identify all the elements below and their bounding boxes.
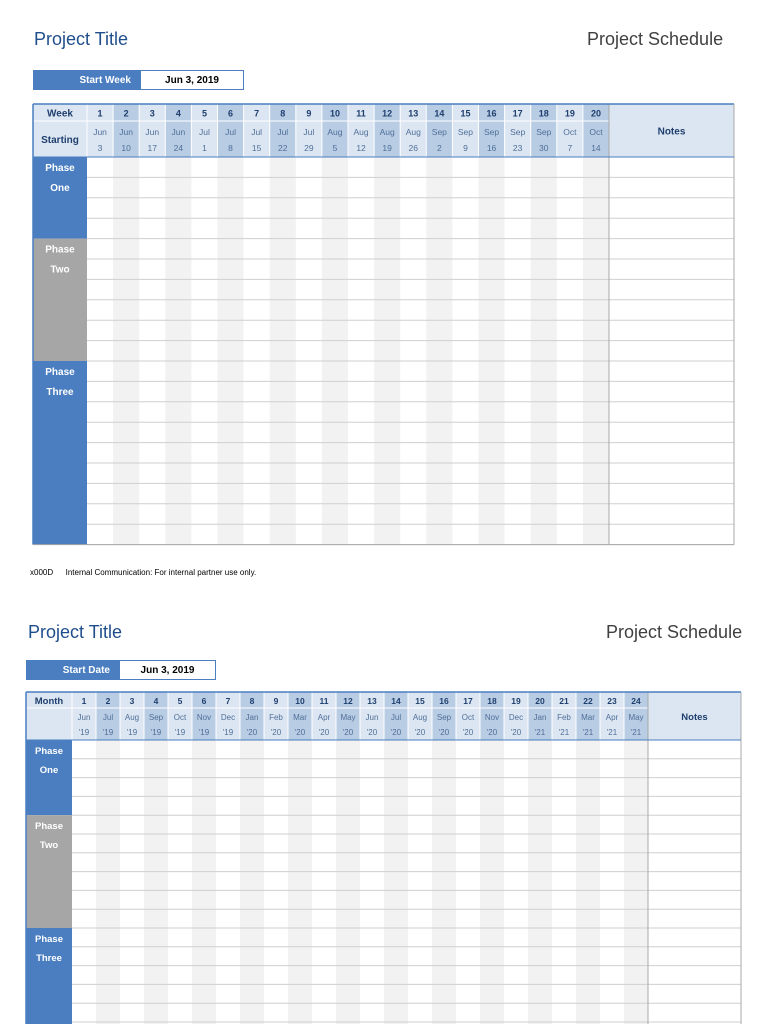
monthly-period-number: 12 <box>343 696 353 706</box>
weekly-period-month: Jun <box>93 127 107 137</box>
monthly-period-day: '20 <box>462 728 474 737</box>
weekly-period-month: Jul <box>251 127 263 137</box>
monthly-period-number: 15 <box>415 696 425 706</box>
weekly-period-number: 6 <box>228 108 234 119</box>
monthly-period-month: Oct <box>173 713 187 722</box>
monthly-period-day: '19 <box>102 728 114 737</box>
monthly-period-number: 2 <box>105 696 111 706</box>
monthly-period-day: '20 <box>414 728 426 737</box>
weekly-period-number: 1 <box>97 108 103 119</box>
weekly-phase-label: Phase <box>45 163 75 174</box>
start-week-label: Start Week <box>34 71 141 89</box>
monthly-period-month: Mar <box>293 713 307 722</box>
monthly-period-month: Dec <box>508 713 524 722</box>
monthly-period-day: '21 <box>606 728 618 737</box>
weekly-period-day: 5 <box>332 143 338 153</box>
monthly-column-stripe <box>384 740 408 1024</box>
monthly-period-number: 24 <box>631 696 641 706</box>
monthly-period-number: 17 <box>463 696 473 706</box>
weekly-period-month: Jun <box>145 127 160 137</box>
monthly-period-month: Jul <box>390 713 402 722</box>
project-title[interactable]: Project Title <box>34 29 129 49</box>
monthly-period-number: 13 <box>367 696 377 706</box>
monthly-period-number: 1 <box>81 696 87 706</box>
monthly-period-day: '21 <box>630 728 642 737</box>
monthly-period-day: '19 <box>150 728 162 737</box>
monthly-period-day: '19 <box>174 728 186 737</box>
monthly-period-month: Jul <box>102 713 114 722</box>
monthly-period-month: Feb <box>557 713 571 722</box>
weekly-phase-label: Phase <box>45 244 75 256</box>
weekly-period-month: Aug <box>405 127 421 137</box>
weekly-period-month: Aug <box>327 127 343 137</box>
monthly-period-month: Sep <box>148 713 164 722</box>
monthly-period-day: '20 <box>318 728 330 737</box>
monthly-period-month: Jun <box>365 713 379 722</box>
project-title-2[interactable]: Project Title <box>28 622 123 642</box>
weekly-period-day: 8 <box>228 143 233 153</box>
monthly-period-day: '20 <box>510 728 522 737</box>
monthly-column-stripe <box>96 740 120 1024</box>
weekly-period-number: 5 <box>201 108 207 119</box>
monthly-phase-label: One <box>39 765 59 776</box>
monthly-period-day: '19 <box>198 728 210 737</box>
monthly-period-month: Jan <box>245 713 259 722</box>
weekly-period-number: 20 <box>590 108 601 119</box>
weekly-period-day: 3 <box>97 143 103 153</box>
weekly-period-day: 12 <box>356 143 366 153</box>
monthly-period-month: Dec <box>220 713 236 722</box>
monthly-period-month: Jan <box>533 713 547 722</box>
monthly-column-stripe <box>528 740 552 1024</box>
monthly-period-number: 20 <box>535 696 545 706</box>
weekly-phase-label: Phase <box>45 367 75 378</box>
weekly-period-month: Oct <box>563 127 577 137</box>
weekly-period-day: 29 <box>304 143 314 153</box>
weekly-period-month: Sep <box>536 127 552 137</box>
weekly-period-day: 9 <box>463 143 468 153</box>
weekly-notes-header: Notes <box>657 126 686 138</box>
monthly-column-stripe <box>336 740 360 1024</box>
monthly-period-day: '20 <box>246 728 258 737</box>
weekly-period-month: Aug <box>379 127 395 137</box>
weekly-phase-label: Two <box>50 264 70 276</box>
monthly-period-number: 23 <box>607 696 617 706</box>
weekly-phase-label: One <box>50 183 70 194</box>
monthly-column-stripe <box>432 740 456 1024</box>
monthly-column-stripe <box>288 740 312 1024</box>
footer-code: x000D <box>30 568 54 577</box>
weekly-period-number: 18 <box>538 108 549 119</box>
weekly-period-number: 10 <box>329 108 340 119</box>
monthly-phase-label: Phase <box>35 746 63 757</box>
monthly-period-day: '19 <box>78 728 90 737</box>
weekly-period-month: Sep <box>510 127 526 137</box>
weekly-period-number: 11 <box>356 108 366 119</box>
monthly-phase-label: Three <box>36 953 62 964</box>
weekly-period-number: 13 <box>408 108 419 119</box>
weekly-phase-label: Three <box>46 387 74 398</box>
weekly-period-month: Sep <box>457 127 474 137</box>
weekly-period-number: 12 <box>382 108 393 119</box>
weekly-period-day: 1 <box>202 143 207 153</box>
weekly-period-number: 9 <box>306 108 312 119</box>
monthly-period-number: 22 <box>583 696 593 706</box>
weekly-period-month: Jun <box>119 127 134 137</box>
monthly-period-number: 9 <box>273 696 279 706</box>
weekly-period-day: 30 <box>539 143 549 153</box>
monthly-period-month: Feb <box>269 713 283 722</box>
monthly-period-month: Jun <box>77 713 91 722</box>
weekly-period-number: 19 <box>564 108 575 119</box>
weekly-period-month: Jul <box>277 127 289 137</box>
monthly-period-number: 6 <box>201 696 207 706</box>
monthly-period-day: '19 <box>126 728 138 737</box>
weekly-period-number: 3 <box>149 108 155 119</box>
weekly-sub-header: Starting <box>41 135 79 146</box>
monthly-period-number: 5 <box>177 696 183 706</box>
weekly-period-number: 7 <box>254 108 260 119</box>
monthly-period-day: '20 <box>270 728 282 737</box>
monthly-period-number: 19 <box>511 696 521 706</box>
monthly-period-day: '20 <box>342 728 354 737</box>
monthly-period-month: Aug <box>412 713 428 722</box>
schedule-label-2: Project Schedule <box>606 622 743 642</box>
weekly-period-day: 2 <box>436 143 442 153</box>
weekly-period-day: 19 <box>382 143 392 153</box>
monthly-period-day: '21 <box>582 728 594 737</box>
weekly-period-month: Sep <box>483 127 500 137</box>
weekly-period-day: 23 <box>512 143 523 153</box>
monthly-phase-label: Phase <box>35 934 63 945</box>
weekly-period-month: Jul <box>225 127 236 137</box>
monthly-period-month: Nov <box>196 713 212 722</box>
monthly-period-number: 4 <box>153 696 159 706</box>
monthly-column-stripe <box>240 740 264 1024</box>
monthly-column-stripe <box>144 740 168 1024</box>
weekly-period-month: Jul <box>199 127 210 137</box>
monthly-period-number: 7 <box>225 696 231 706</box>
monthly-period-number: 3 <box>129 696 135 706</box>
monthly-period-month: Nov <box>484 713 500 722</box>
monthly-period-month: May <box>628 713 644 722</box>
monthly-period-day: '20 <box>390 728 402 737</box>
monthly-period-day: '21 <box>534 728 546 737</box>
weekly-period-day: 10 <box>121 143 131 153</box>
monthly-period-month: Oct <box>461 713 475 722</box>
weekly-period-day: 15 <box>251 143 262 153</box>
monthly-column-stripe <box>576 740 600 1024</box>
start-week-input[interactable]: Jun 3, 2019 <box>141 71 243 89</box>
weekly-period-header: Week <box>47 108 73 120</box>
monthly-period-number: 18 <box>487 696 497 706</box>
monthly-period-month: Mar <box>581 713 595 722</box>
monthly-period-day: '21 <box>558 728 570 737</box>
monthly-period-number: 21 <box>559 696 569 706</box>
monthly-period-number: 11 <box>319 696 329 706</box>
weekly-period-day: 14 <box>591 143 601 153</box>
monthly-phase-label: Two <box>39 840 59 852</box>
footer-text: Internal Communication: For internal partner use only. <box>65 568 257 577</box>
monthly-column-stripe <box>480 740 504 1024</box>
monthly-period-header: Month <box>34 696 64 707</box>
monthly-period-number: 10 <box>295 696 305 706</box>
weekly-period-day: 22 <box>278 143 288 153</box>
weekly-period-day: 16 <box>486 143 497 153</box>
monthly-period-number: 8 <box>249 696 255 706</box>
start-date-input[interactable]: Jun 3, 2019 <box>120 661 215 679</box>
schedule-label: Project Schedule <box>587 29 724 49</box>
weekly-period-month: Sep <box>431 127 447 137</box>
weekly-period-number: 16 <box>486 108 497 119</box>
weekly-period-day: 17 <box>147 143 157 153</box>
weekly-period-day: 24 <box>173 143 184 153</box>
weekly-period-number: 15 <box>460 108 471 119</box>
monthly-period-day: '19 <box>222 728 234 737</box>
monthly-column-stripe <box>192 740 216 1024</box>
monthly-period-day: '20 <box>294 728 306 737</box>
monthly-period-month: Apr <box>605 713 619 722</box>
weekly-period-number: 17 <box>512 108 523 119</box>
monthly-period-month: May <box>340 713 356 722</box>
weekly-period-number: 2 <box>123 108 129 119</box>
weekly-period-month: Jul <box>303 127 315 137</box>
monthly-notes-header: Notes <box>681 712 708 723</box>
weekly-period-month: Oct <box>589 127 603 137</box>
weekly-period-day: 7 <box>567 143 573 153</box>
monthly-period-day: '20 <box>366 728 378 737</box>
monthly-period-day: '20 <box>486 728 498 737</box>
monthly-period-month: Sep <box>436 713 452 722</box>
monthly-period-day: '20 <box>438 728 450 737</box>
weekly-period-number: 8 <box>280 108 286 119</box>
weekly-period-month: Aug <box>353 127 369 137</box>
monthly-phase-label: Phase <box>35 821 63 833</box>
monthly-period-month: Aug <box>124 713 140 722</box>
monthly-period-number: 16 <box>439 696 449 706</box>
weekly-period-number: 4 <box>175 108 181 119</box>
weekly-period-month: Jun <box>171 127 186 137</box>
weekly-period-day: 26 <box>408 143 418 153</box>
monthly-period-month: Apr <box>317 713 331 722</box>
start-date-label: Start Date <box>27 661 120 679</box>
monthly-period-number: 14 <box>391 696 401 706</box>
weekly-period-number: 14 <box>434 108 445 119</box>
monthly-column-stripe <box>624 740 648 1024</box>
